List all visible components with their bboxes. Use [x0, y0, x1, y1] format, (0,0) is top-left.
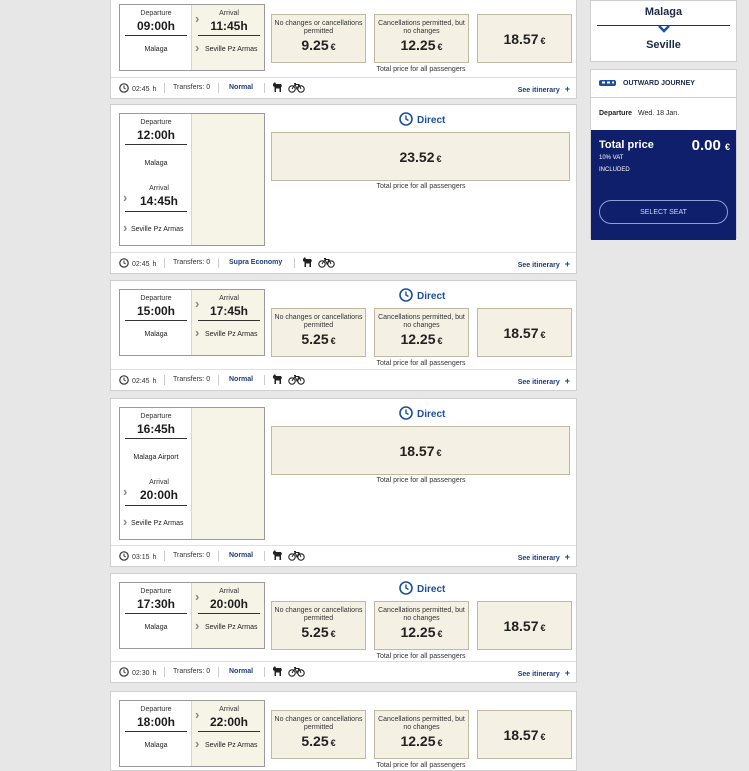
departure-label: Departure	[599, 110, 633, 117]
plus-icon: +	[564, 376, 570, 386]
departure-label: Departure	[140, 10, 172, 17]
duration	[119, 551, 156, 563]
fare-class: Normal	[229, 84, 254, 91]
transfers: Transfers: 0	[173, 84, 211, 91]
divider	[264, 667, 265, 677]
departure-time: 09:00h	[136, 19, 176, 33]
fare-option[interactable]	[374, 601, 469, 650]
divider	[218, 667, 219, 677]
departure-date: Wed. 18 Jan.	[638, 110, 680, 117]
schedule-box	[119, 113, 265, 246]
bicycle-icon	[318, 257, 335, 270]
chevron-right-icon: ›	[195, 40, 200, 55]
train-icon	[598, 75, 618, 93]
fare-currency: €	[437, 42, 443, 52]
duration-value: 02:45	[132, 260, 150, 268]
select-seat-button[interactable]: SELECT SEAT	[599, 200, 728, 224]
transfers: Transfers: 0	[173, 376, 211, 383]
arrival-label: Arrival	[219, 706, 239, 713]
total-panel	[591, 130, 736, 240]
route-box	[590, 0, 737, 62]
departure-divider	[125, 438, 187, 439]
service-icons	[271, 81, 305, 95]
fare-option[interactable]	[374, 308, 469, 357]
journey-card	[110, 104, 577, 274]
fare-amount: 9.25	[301, 37, 329, 53]
fare-currency: €	[330, 629, 336, 639]
fare-option[interactable]	[271, 132, 570, 181]
total-price-note: Total price for all passengers	[376, 66, 466, 73]
direct-label: Direct	[417, 584, 446, 595]
chevron-right-icon: ›	[123, 484, 128, 499]
departure-divider	[125, 731, 187, 732]
fare-price	[375, 624, 468, 640]
fare-option[interactable]	[271, 710, 366, 759]
arrival-time: 11:45h	[210, 19, 248, 33]
clock-icon	[119, 375, 129, 387]
fare-amount: 23.52	[399, 149, 435, 165]
fare-currency: €	[540, 623, 546, 633]
fare-option[interactable]	[271, 14, 366, 63]
pet-icon	[271, 549, 284, 563]
chevron-right-icon: ›	[195, 707, 200, 722]
journey-card	[110, 280, 577, 391]
departure-time: 12:00h	[136, 128, 176, 142]
fare-amount: 12.25	[400, 37, 436, 53]
direct-indicator	[399, 288, 445, 305]
see-itinerary-label: See itinerary	[517, 379, 560, 386]
fare-amount: 18.57	[503, 618, 539, 634]
destination-station: Seville	[646, 39, 681, 51]
service-icons	[301, 256, 335, 270]
schedule-box	[119, 407, 265, 540]
duration-unit: h	[152, 85, 157, 93]
fare-price	[272, 37, 365, 53]
departure-label: Departure	[140, 119, 172, 126]
divider	[164, 375, 165, 385]
arrival-divider	[125, 505, 187, 506]
see-itinerary-label: See itinerary	[517, 555, 560, 562]
fare-option[interactable]	[271, 426, 570, 475]
duration-unit: h	[152, 260, 157, 268]
arrival-label: Arrival	[149, 479, 169, 486]
departure-label: Departure	[140, 588, 172, 595]
see-itinerary-label: See itinerary	[517, 262, 560, 269]
arrival-divider	[198, 35, 260, 36]
fare-price	[272, 624, 365, 640]
duration-unit: h	[152, 669, 157, 677]
journey-footer	[111, 252, 576, 273]
schedule-box	[119, 700, 265, 767]
direct-indicator	[399, 406, 445, 423]
divider	[164, 258, 165, 268]
arrival-label: Arrival	[149, 185, 169, 192]
fare-conditions: Cancellations permitted, but no changes	[378, 20, 465, 35]
fare-option[interactable]	[374, 14, 469, 63]
fare-price	[272, 733, 365, 749]
service-icons	[271, 373, 305, 387]
fare-currency: €	[330, 738, 336, 748]
see-itinerary-link[interactable]	[518, 668, 570, 678]
departure-station: Malaga Airport	[133, 454, 179, 461]
fare-option[interactable]	[271, 308, 366, 357]
chevron-right-icon: ›	[195, 589, 200, 604]
departure-station: Malaga	[144, 46, 168, 53]
plus-icon: +	[564, 84, 570, 94]
fare-option[interactable]	[477, 308, 572, 357]
fare-class: Normal	[229, 668, 254, 675]
vat-label: 10% VAT	[599, 155, 624, 161]
duration	[119, 667, 156, 679]
see-itinerary-label: See itinerary	[517, 671, 560, 678]
arrival-time: 20:00h	[209, 597, 249, 611]
divider	[164, 83, 165, 93]
departure-divider	[125, 35, 187, 36]
fare-currency: €	[436, 448, 442, 458]
arrival-station: Seville Pz Armas	[205, 742, 258, 749]
fare-conditions: No changes or cancellations permitted	[274, 607, 363, 622]
origin-station: Malaga	[644, 6, 683, 18]
fare-amount: 12.25	[400, 331, 436, 347]
fare-amount: 5.25	[301, 331, 329, 347]
see-itinerary-link[interactable]	[518, 84, 570, 94]
duration-value: 02:45	[132, 377, 150, 385]
clock-icon	[119, 667, 129, 679]
divider	[294, 258, 295, 268]
fare-class: Normal	[229, 552, 254, 559]
fare-price	[478, 31, 571, 47]
departure-station: Malaga	[144, 160, 168, 167]
duration-value: 03:15	[132, 553, 150, 561]
fare-price	[272, 331, 365, 347]
journey-footer	[111, 545, 576, 566]
departure-divider	[125, 613, 187, 614]
service-icons	[271, 665, 305, 679]
divider	[264, 375, 265, 385]
divider	[218, 551, 219, 561]
fare-price	[375, 733, 468, 749]
arrival-station: Seville Pz Armas	[205, 624, 258, 631]
fare-price	[272, 149, 569, 165]
fare-amount: 12.25	[400, 733, 436, 749]
departure-time: 16:45h	[136, 422, 176, 436]
chevron-right-icon: ›	[195, 296, 200, 311]
pet-icon	[301, 256, 314, 270]
pet-icon	[271, 81, 284, 95]
arrival-divider	[198, 613, 260, 614]
arrival-label: Arrival	[219, 588, 239, 595]
departure-row	[599, 110, 679, 117]
fare-amount: 5.25	[301, 624, 329, 640]
total-price-note: Total price for all passengers	[376, 183, 466, 190]
divider	[164, 667, 165, 677]
outward-title: OUTWARD JOURNEY	[623, 80, 695, 87]
outward-journey-box	[590, 69, 737, 239]
fare-option[interactable]	[271, 601, 366, 650]
direct-label: Direct	[417, 409, 446, 420]
fare-option[interactable]	[477, 601, 572, 650]
direct-indicator	[399, 112, 445, 129]
journey-card	[110, 573, 577, 683]
schedule-box	[119, 582, 265, 649]
journey-footer	[111, 77, 576, 98]
duration-unit: h	[152, 553, 157, 561]
chevron-right-icon: ›	[195, 618, 200, 633]
divider	[164, 551, 165, 561]
fare-price	[478, 618, 571, 634]
fare-option[interactable]	[477, 710, 572, 759]
arrival-divider	[198, 320, 260, 321]
fare-price	[375, 37, 468, 53]
total-value	[692, 137, 730, 154]
clock-icon	[119, 258, 129, 270]
divider	[218, 258, 219, 268]
arrival-station: Seville Pz Armas	[131, 226, 184, 233]
clock-icon	[399, 288, 413, 305]
departure-divider	[125, 320, 187, 321]
see-itinerary-link[interactable]	[518, 259, 570, 269]
fare-currency: €	[330, 42, 336, 52]
outward-header	[591, 70, 736, 98]
included-label: INCLUDED	[599, 167, 630, 173]
fare-conditions: Cancellations permitted, but no changes	[378, 314, 465, 329]
arrival-time: 14:45h	[139, 194, 179, 208]
fare-currency: €	[540, 330, 546, 340]
transfers: Transfers: 0	[173, 668, 211, 675]
chevron-right-icon: ›	[123, 514, 128, 529]
arrival-divider	[198, 731, 260, 732]
clock-icon	[399, 406, 413, 423]
total-price-note: Total price for all passengers	[376, 477, 466, 484]
total-price-note: Total price for all passengers	[376, 653, 466, 660]
arrival-time: 17:45h	[209, 304, 249, 318]
total-price-note: Total price for all passengers	[376, 360, 466, 367]
fare-class: Supra Economy	[229, 259, 283, 266]
fare-conditions: Cancellations permitted, but no changes	[378, 607, 465, 622]
duration-value: 02:30	[132, 669, 150, 677]
departure-station: Malaga	[144, 624, 168, 631]
fare-currency: €	[540, 36, 546, 46]
arrival-station: Seville Pz Armas	[131, 520, 184, 527]
departure-label: Departure	[140, 413, 172, 420]
fare-price	[478, 325, 571, 341]
fare-price	[272, 443, 569, 459]
total-currency: €	[724, 142, 730, 152]
total-amount: 0.00	[691, 137, 721, 154]
fare-amount: 5.25	[301, 733, 329, 749]
arrival-station: Seville Pz Armas	[205, 46, 258, 53]
departure-label: Departure	[140, 706, 172, 713]
chevron-right-icon: ›	[195, 736, 200, 751]
plus-icon: +	[564, 259, 570, 269]
bicycle-icon	[288, 374, 305, 387]
fare-conditions: No changes or cancellations permitted	[274, 716, 363, 731]
fare-conditions: No changes or cancellations permitted	[274, 314, 363, 329]
transfers: Transfers: 0	[173, 259, 211, 266]
fare-amount: 18.57	[399, 443, 435, 459]
pet-icon	[271, 373, 284, 387]
fare-currency: €	[330, 336, 336, 346]
fare-currency: €	[437, 336, 443, 346]
chevron-right-icon: ›	[195, 11, 200, 26]
see-itinerary-link[interactable]	[518, 552, 570, 562]
pet-icon	[271, 665, 284, 679]
departure-divider	[125, 144, 187, 145]
fare-price	[375, 331, 468, 347]
fare-conditions: No changes or cancellations permitted	[274, 20, 363, 35]
service-icons	[271, 549, 305, 563]
journey-card	[110, 691, 577, 771]
fare-price	[478, 727, 571, 743]
total-label: Total price	[599, 139, 654, 151]
chevron-right-icon: ›	[123, 190, 128, 205]
duration	[119, 258, 156, 270]
chevron-right-icon: ›	[195, 325, 200, 340]
arrival-divider	[125, 211, 187, 212]
journey-card	[110, 0, 577, 99]
direct-label: Direct	[417, 115, 446, 126]
departure-station: Malaga	[144, 742, 168, 749]
fare-option[interactable]	[477, 14, 572, 63]
departure-station: Malaga	[144, 331, 168, 338]
bicycle-icon	[288, 666, 305, 679]
fare-currency: €	[437, 738, 443, 748]
duration	[119, 375, 156, 387]
schedule-box	[119, 4, 265, 71]
journey-footer	[111, 661, 576, 682]
fare-amount: 18.57	[503, 325, 539, 341]
departure-time: 18:00h	[136, 715, 176, 729]
plus-icon: +	[564, 552, 570, 562]
clock-icon	[119, 551, 129, 563]
divider	[218, 83, 219, 93]
fare-class: Normal	[229, 376, 254, 383]
journey-card	[110, 398, 577, 567]
see-itinerary-link[interactable]	[518, 376, 570, 386]
duration-value: 02:45	[132, 85, 150, 93]
fare-currency: €	[436, 154, 442, 164]
clock-icon	[399, 112, 413, 129]
fare-option[interactable]	[374, 710, 469, 759]
chevron-down-icon	[591, 20, 736, 38]
arrival-label: Arrival	[219, 10, 239, 17]
total-price-note: Total price for all passengers	[376, 762, 466, 769]
fare-currency: €	[540, 732, 546, 742]
clock-icon	[119, 83, 129, 95]
divider	[218, 375, 219, 385]
fare-amount: 18.57	[503, 31, 539, 47]
departure-time: 15:00h	[136, 304, 176, 318]
direct-indicator	[399, 581, 445, 598]
schedule-box	[119, 289, 265, 356]
divider	[264, 551, 265, 561]
divider	[264, 83, 265, 93]
bicycle-icon	[288, 82, 305, 95]
fare-amount: 18.57	[503, 727, 539, 743]
arrival-time: 22:00h	[209, 715, 249, 729]
departure-label: Departure	[140, 295, 172, 302]
arrival-time: 20:00h	[139, 488, 179, 502]
plus-icon: +	[564, 668, 570, 678]
bicycle-icon	[288, 550, 305, 563]
see-itinerary-label: See itinerary	[517, 87, 560, 94]
route-divider	[597, 25, 730, 26]
fare-currency: €	[437, 629, 443, 639]
direct-label: Direct	[417, 291, 446, 302]
arrival-label: Arrival	[219, 295, 239, 302]
arrival-station: Seville Pz Armas	[205, 331, 258, 338]
clock-icon	[399, 581, 413, 598]
transfers: Transfers: 0	[173, 552, 211, 559]
journey-footer	[111, 369, 576, 390]
duration	[119, 83, 156, 95]
chevron-right-icon: ›	[123, 220, 128, 235]
departure-time: 17:30h	[136, 597, 176, 611]
fare-amount: 12.25	[400, 624, 436, 640]
duration-unit: h	[152, 377, 157, 385]
fare-conditions: Cancellations permitted, but no changes	[378, 716, 465, 731]
